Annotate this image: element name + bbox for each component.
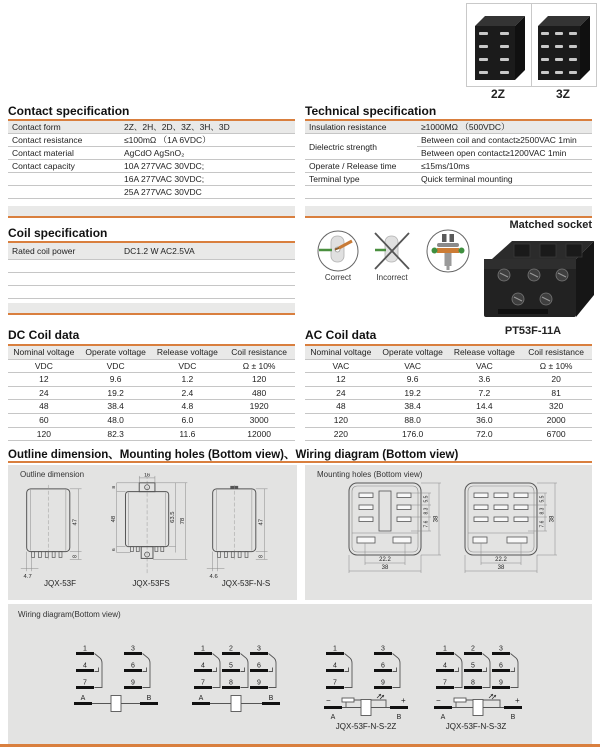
svg-text:5.5: 5.5 (539, 495, 546, 503)
svg-text:38: 38 (433, 515, 440, 523)
svg-text:2: 2 (229, 645, 233, 653)
cell: Release voltage (152, 346, 224, 359)
cell: 24 (305, 386, 377, 400)
cell: 4.8 (152, 400, 224, 414)
svg-text:16: 16 (144, 473, 151, 479)
cell: 24 (8, 386, 80, 400)
row-label: Contact material (8, 147, 120, 160)
row-value: 10A 277VAC 30VDC; (120, 160, 295, 173)
svg-text:5: 5 (471, 662, 475, 670)
svg-text:−: − (436, 696, 441, 705)
table-row (305, 427, 592, 441)
svg-text:9: 9 (131, 679, 135, 687)
cell: 176.0 (377, 427, 449, 441)
ac-coil-header-row (305, 346, 592, 359)
incorrect-label: Incorrect (376, 273, 408, 282)
svg-text:78: 78 (179, 517, 186, 525)
cell: Coil resistance (223, 346, 295, 359)
svg-text:A: A (330, 714, 336, 721)
cell: 36.0 (449, 413, 521, 427)
wiring-caption-ns-3z: JQX-53F-N-S-3Z (445, 722, 507, 731)
svg-text:5.5: 5.5 (423, 495, 430, 503)
svg-text:6: 6 (381, 662, 385, 670)
svg-text:47: 47 (258, 518, 265, 526)
row-value: DC1.2 W AC2.5VA (120, 243, 295, 260)
table-row (305, 400, 592, 414)
svg-text:7: 7 (333, 679, 337, 687)
cell: 3000 (223, 413, 295, 427)
cell: 88.0 (377, 413, 449, 427)
cell: VDC (152, 359, 224, 373)
contact-spec-table (8, 121, 295, 199)
svg-text:1: 1 (333, 645, 337, 653)
cell: 320 (520, 400, 592, 414)
mounting-holes-2z-drawing (347, 479, 447, 581)
dc-coil-body (8, 373, 295, 441)
svg-text:1: 1 (201, 645, 205, 653)
outline-drawing-jqx53fns (204, 481, 288, 581)
relay-photo-2z (466, 3, 532, 87)
cell: VAC (377, 359, 449, 373)
row-value: 16A 277VAC 30VDC; (120, 173, 295, 186)
wiring-diagram-panel (8, 604, 592, 745)
svg-text:9: 9 (257, 679, 261, 687)
empty-row (8, 260, 120, 273)
svg-text:6: 6 (112, 548, 118, 551)
table-row (8, 427, 295, 441)
relay-photo-3z (531, 3, 597, 87)
svg-text:7: 7 (83, 679, 87, 687)
svg-text:6: 6 (257, 662, 261, 670)
model-label-jqx53fs: JQX-53FS (132, 579, 170, 588)
model-label-jqx53f: JQX-53F (43, 579, 76, 588)
dc-coil-table (8, 346, 295, 441)
table-row (8, 413, 295, 427)
mounting-holes-3z-drawing (463, 479, 563, 581)
table-row (305, 373, 592, 387)
cell: 60 (8, 413, 80, 427)
cell: 12 (8, 373, 80, 387)
svg-text:4.6: 4.6 (209, 574, 218, 581)
svg-text:22.2: 22.2 (379, 557, 391, 563)
svg-text:8: 8 (229, 679, 233, 687)
cell: 9.6 (377, 373, 449, 387)
svg-text:8: 8 (112, 485, 118, 489)
cell: 2000 (520, 413, 592, 427)
svg-text:9: 9 (381, 679, 385, 687)
svg-text:4.7: 4.7 (23, 574, 32, 581)
svg-text:A: A (198, 695, 204, 702)
svg-text:38: 38 (497, 565, 505, 571)
cell: 12000 (223, 427, 295, 441)
row-label: Dielectric strength (305, 134, 417, 160)
wiring-diagram-3z (190, 642, 282, 720)
row-value: Between coil and contact≥2500VAC 1min (417, 134, 592, 147)
coil-spec-title: Coil specification (8, 226, 108, 240)
cell: 480 (223, 386, 295, 400)
row-label (8, 173, 120, 186)
svg-text:9: 9 (499, 679, 503, 687)
cell: 120 (305, 413, 377, 427)
photo-label-3z: 3Z (555, 87, 570, 101)
cell: 11.6 (152, 427, 224, 441)
cell: 7.2 (449, 386, 521, 400)
divider-band (8, 206, 295, 218)
svg-text:6: 6 (131, 662, 135, 670)
cell: Ω ± 10% (223, 359, 295, 373)
correct-insertion-icon (316, 229, 360, 273)
cell: 48.0 (80, 413, 152, 427)
svg-text:1: 1 (443, 645, 447, 653)
wiring-caption-ns-2z: JQX-53F-N-S-2Z (335, 722, 397, 731)
row-value: 25A 277VAC 30VDC (120, 186, 295, 199)
svg-text:7.6: 7.6 (423, 520, 430, 528)
cell: 19.2 (377, 386, 449, 400)
cell: 12 (305, 373, 377, 387)
ac-coil-body (305, 373, 592, 441)
cell: 3.6 (449, 373, 521, 387)
wiring-diagram-ns-2z (322, 642, 410, 728)
empty-row (305, 186, 417, 199)
svg-text:B: B (146, 695, 152, 702)
svg-text:1: 1 (83, 645, 87, 653)
row-label: Contact form (8, 121, 120, 134)
svg-text:4: 4 (443, 662, 447, 670)
cell: 20 (520, 373, 592, 387)
row-label: Operate / Release time (305, 160, 417, 173)
technical-spec-table (305, 121, 592, 199)
cell: Ω ± 10% (520, 359, 592, 373)
table-row (8, 400, 295, 414)
row-value: AgCdO AgSnO₂ (120, 147, 295, 160)
table-row (305, 413, 592, 427)
dc-coil-title: DC Coil data (8, 328, 80, 342)
svg-text:4: 4 (333, 662, 337, 670)
bottom-accent-line (0, 744, 600, 747)
cell: 120 (8, 427, 80, 441)
outline-drawing-jqx53f (18, 481, 102, 581)
outline-drawing-jqx53fs (104, 473, 199, 581)
relay-3z-image (532, 4, 594, 84)
svg-text:A: A (80, 695, 86, 702)
model-label-jqx53fns: JQX-53F-N-S (221, 579, 271, 588)
row-value: Between open contact≥1200VAC 1min (417, 147, 592, 160)
svg-text:3: 3 (257, 645, 261, 653)
outline-dimension-panel (8, 465, 297, 600)
mounting-holes-panel (305, 465, 592, 600)
cell: 48 (305, 400, 377, 414)
cell: Release voltage (449, 346, 521, 359)
cell: 1.2 (152, 373, 224, 387)
relay-2z-image (467, 4, 529, 84)
table-row (8, 373, 295, 387)
svg-text:+: + (401, 696, 406, 705)
cell: 14.4 (449, 400, 521, 414)
technical-spec-title: Technical specification (305, 104, 437, 118)
svg-text:−: − (326, 696, 331, 705)
wiring-panel-label: Wiring diagram(Bottom view) (18, 610, 121, 619)
svg-text:B: B (510, 714, 516, 721)
mounting-panel-label: Mounting holes (Bottom view) (317, 470, 423, 479)
row-label: Terminal type (305, 173, 417, 186)
svg-text:8: 8 (72, 554, 79, 558)
svg-text:3: 3 (131, 645, 135, 653)
cell: VDC (8, 359, 80, 373)
svg-text:B: B (396, 714, 402, 721)
svg-text:7.6: 7.6 (539, 520, 546, 528)
outline-panel-label: Outline dimension (20, 470, 85, 479)
row-label: Contact capacity (8, 160, 120, 173)
divider-band (305, 206, 592, 218)
row-value: Quick terminal mounting (417, 173, 592, 186)
svg-text:B: B (268, 695, 274, 702)
cell: 38.4 (80, 400, 152, 414)
cell: 6700 (520, 427, 592, 441)
svg-text:38: 38 (549, 515, 556, 523)
cell: 120 (223, 373, 295, 387)
cell: 72.0 (449, 427, 521, 441)
dc-coil-units-row (8, 359, 295, 373)
cell: 81 (520, 386, 592, 400)
incorrect-insertion-icon (370, 229, 414, 273)
row-value: 2Z、2H、2D、3Z、3H、3D (120, 121, 295, 134)
wiring-diagram-ns-3z (432, 642, 524, 728)
rule (8, 461, 592, 463)
ac-coil-title: AC Coil data (305, 328, 377, 342)
cell: Nominal voltage (8, 346, 80, 359)
wiring-diagram-2z (72, 642, 160, 720)
coil-spec-table (8, 243, 295, 299)
cell: Coil resistance (520, 346, 592, 359)
matched-socket-label: Matched socket (509, 219, 592, 231)
photo-label-2z: 2Z (490, 87, 505, 101)
outline-section-title: Outline dimension、Mounting holes (Bottom view)、Wiring diagram (Bottom view) (8, 449, 459, 461)
row-label: Rated coil power (8, 243, 120, 260)
svg-text:8.3: 8.3 (423, 507, 430, 515)
dc-coil-header-row (8, 346, 295, 359)
svg-text:22.2: 22.2 (495, 557, 507, 563)
row-label: Insulation resistance (305, 121, 417, 134)
svg-text:48: 48 (111, 515, 118, 523)
ac-coil-table (305, 346, 592, 441)
row-value: ≥1000MΩ （500VDC） (417, 121, 592, 134)
svg-text:3: 3 (499, 645, 503, 653)
cell: 6.0 (152, 413, 224, 427)
cell: VAC (449, 359, 521, 373)
divider-band (8, 303, 295, 315)
svg-text:4: 4 (83, 662, 87, 670)
screw-terminal-icon (424, 227, 472, 275)
cell: 19.2 (80, 386, 152, 400)
svg-text:2: 2 (471, 645, 475, 653)
svg-text:7: 7 (201, 679, 205, 687)
row-value: ≤100mΩ （1A 6VDC） (120, 134, 295, 147)
cell: 82.3 (80, 427, 152, 441)
cell: Nominal voltage (305, 346, 377, 359)
cell: 38.4 (377, 400, 449, 414)
empty-row (8, 273, 120, 286)
cell: 48 (8, 400, 80, 414)
socket-model-label: PT53F-11A (504, 325, 562, 337)
row-value: ≤15ms/10ms (417, 160, 592, 173)
correct-label: Correct (324, 273, 352, 282)
svg-text:8: 8 (471, 679, 475, 687)
svg-text:47: 47 (72, 518, 79, 526)
cell: 2.4 (152, 386, 224, 400)
cell: 9.6 (80, 373, 152, 387)
svg-text:3: 3 (381, 645, 385, 653)
ac-coil-units-row (305, 359, 592, 373)
svg-text:38: 38 (381, 565, 389, 571)
cell: VAC (305, 359, 377, 373)
svg-text:8.3: 8.3 (539, 507, 546, 515)
svg-text:63.5: 63.5 (170, 511, 177, 523)
matched-socket-photo (478, 233, 596, 321)
cell: 1920 (223, 400, 295, 414)
svg-text:+: + (515, 696, 520, 705)
svg-text:6: 6 (499, 662, 503, 670)
table-row (8, 386, 295, 400)
empty-row (8, 286, 120, 299)
svg-text:A: A (440, 714, 446, 721)
cell: Operate voltage (377, 346, 449, 359)
svg-text:5: 5 (229, 662, 233, 670)
svg-text:8: 8 (258, 554, 265, 558)
svg-text:7: 7 (443, 679, 447, 687)
cell: VDC (80, 359, 152, 373)
cell: 220 (305, 427, 377, 441)
svg-text:4: 4 (201, 662, 205, 670)
cell: Operate voltage (80, 346, 152, 359)
row-label (8, 186, 120, 199)
contact-spec-title: Contact specification (8, 104, 130, 118)
table-row (305, 386, 592, 400)
row-label: Contact resistance (8, 134, 120, 147)
